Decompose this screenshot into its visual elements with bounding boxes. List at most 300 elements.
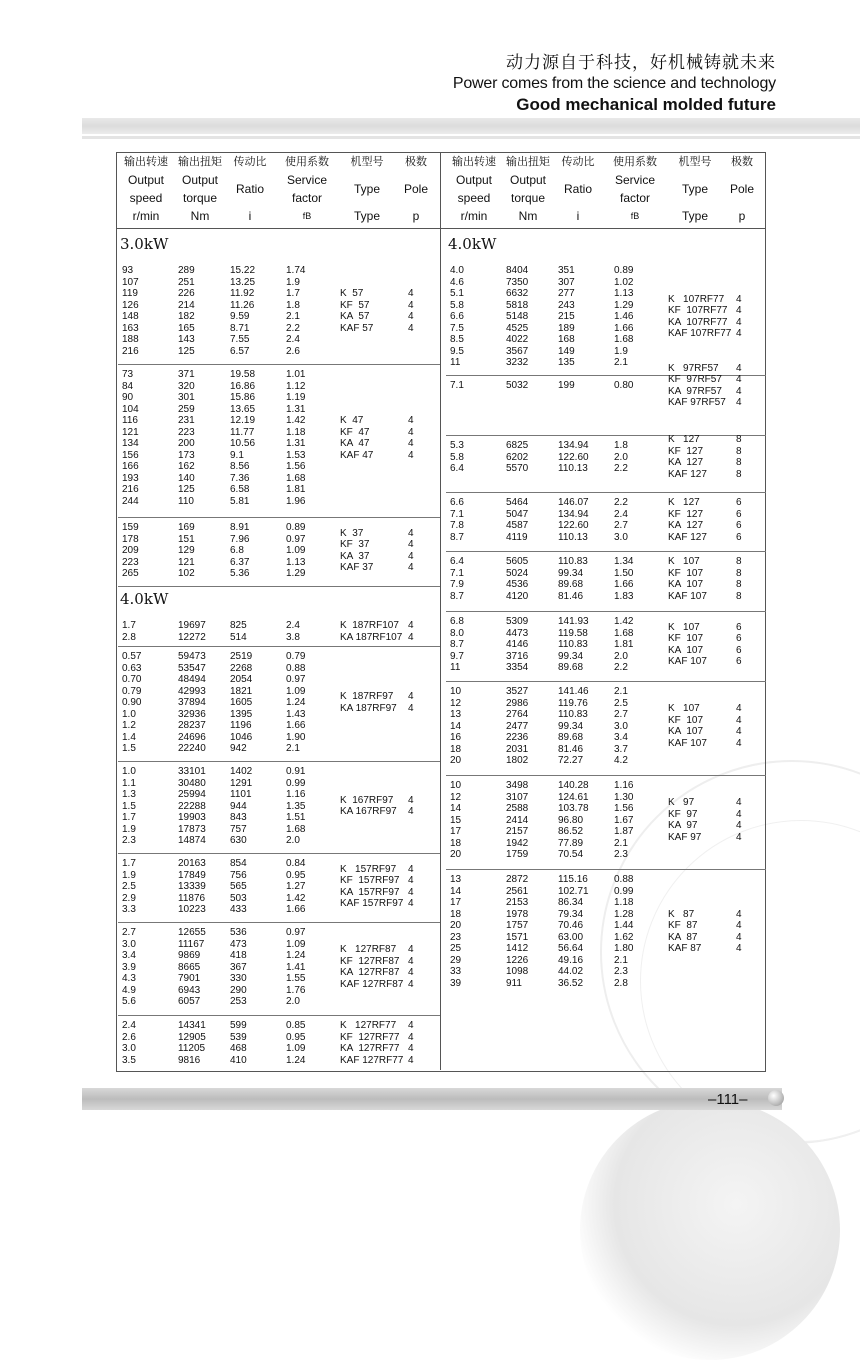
table-cell: 0.63: [122, 662, 142, 674]
table-cell: 29: [450, 954, 462, 966]
table-cell: 159: [122, 522, 139, 533]
table-cell: 371: [178, 369, 195, 380]
header-divider: [116, 228, 766, 229]
type-cell: K 97RF57: [668, 362, 719, 374]
power-heading: 4.0kW: [120, 590, 169, 608]
table-cell: 1.27: [286, 881, 306, 892]
table-cell: 200: [178, 438, 195, 449]
table-cell: 1.43: [286, 708, 306, 720]
table-cell: 1.9: [614, 345, 628, 357]
pole-cell: 8: [736, 556, 742, 567]
table-cell: 168: [558, 334, 575, 345]
table-cell: 107: [122, 276, 139, 288]
column-header-line: Type: [681, 182, 708, 196]
table-cell: 13.65: [230, 403, 256, 415]
column-header-line: Type: [681, 209, 708, 223]
pole-cell: 4: [408, 322, 414, 334]
column-header-line: fB: [302, 211, 312, 221]
pole-cell: 8: [736, 579, 742, 590]
pole-cell: 4: [408, 1020, 414, 1031]
header-band-thin: [82, 136, 860, 139]
table-cell: 1.90: [286, 731, 306, 743]
table-cell: 3498: [506, 780, 529, 791]
table-cell: 1226: [506, 954, 529, 966]
table-cell: 2872: [506, 874, 529, 885]
column-header-line: i: [248, 209, 252, 223]
table-cell: 1.9: [286, 276, 300, 288]
table-cell: 96.80: [558, 814, 584, 826]
table-cell: 14: [450, 885, 462, 897]
table-cell: 1.67: [614, 814, 634, 826]
table-cell: 1.8: [614, 440, 628, 451]
table-cell: 2.5: [122, 881, 136, 892]
table-cell: 1.24: [286, 1054, 306, 1066]
type-cell: KAF 47: [340, 449, 374, 461]
table-cell: 843: [230, 812, 247, 823]
table-cell: 4536: [506, 579, 529, 590]
type-cell: K 187RF97: [340, 691, 394, 703]
type-cell: KA 157RF97: [340, 886, 400, 898]
table-cell: 16.86: [230, 380, 256, 392]
type-cell: KAF 37: [340, 562, 374, 574]
table-cell: 1.19: [286, 392, 306, 403]
pole-cell: 8: [736, 445, 742, 457]
table-cell: 565: [230, 881, 247, 892]
table-cell: 22288: [178, 800, 206, 812]
table-cell: 99.34: [558, 650, 584, 662]
table-cell: 5.8: [450, 451, 464, 463]
table-cell: 8.71: [230, 322, 250, 334]
type-cell: KAF 107: [668, 590, 707, 602]
table-cell: 49.16: [558, 954, 584, 966]
column-header: [400, 153, 432, 225]
table-cell: 6.37: [230, 556, 250, 568]
table-cell: 1098: [506, 966, 529, 977]
column-header-line: 使用系数: [613, 156, 657, 168]
table-cell: 17849: [178, 869, 206, 881]
table-cell: 0.80: [614, 380, 634, 391]
table-cell: 1.55: [286, 973, 306, 984]
column-header-line: factor: [291, 191, 322, 205]
table-cell: 13.25: [230, 276, 256, 288]
table-cell: 11.77: [230, 426, 255, 438]
table-cell: 110: [178, 495, 194, 507]
table-cell: 1101: [230, 789, 252, 800]
table-cell: 0.79: [286, 651, 306, 662]
table-cell: 1291: [230, 777, 253, 789]
table-cell: 1.24: [286, 950, 306, 961]
table-cell: 126: [122, 299, 139, 311]
table-cell: 0.99: [614, 885, 634, 897]
block-divider: [446, 869, 766, 870]
table-cell: 8.7: [450, 590, 464, 602]
table-cell: 36.52: [558, 977, 584, 989]
table-cell: 7.36: [230, 472, 250, 484]
table-cell: 102: [178, 568, 195, 579]
pole-cell: 4: [408, 415, 414, 426]
table-cell: 1759: [506, 849, 529, 860]
table-cell: 410: [230, 1054, 247, 1066]
table-cell: 4.0: [450, 265, 464, 276]
power-heading: 3.0kW: [120, 235, 169, 253]
table-cell: 2236: [506, 732, 529, 743]
table-cell: 5570: [506, 463, 529, 474]
table-cell: 17873: [178, 823, 206, 835]
type-cell: KF 57: [340, 299, 370, 311]
type-cell: K 87: [668, 908, 695, 920]
type-cell: KF 87: [668, 920, 698, 931]
table-cell: 2.1: [286, 743, 300, 754]
table-cell: 1.31: [286, 403, 306, 415]
table-cell: 17: [450, 826, 462, 837]
table-cell: 243: [558, 299, 575, 311]
table-cell: 1.50: [614, 567, 634, 579]
table-cell: 0.97: [286, 533, 306, 545]
table-cell: 503: [230, 892, 247, 904]
type-cell: KF 127: [668, 445, 704, 457]
table-cell: 1571: [506, 931, 529, 943]
column-header: [120, 153, 172, 225]
type-cell: KAF 87: [668, 943, 702, 954]
table-cell: 1.0: [122, 708, 136, 720]
table-cell: 53547: [178, 662, 206, 674]
type-cell: K 47: [340, 415, 364, 426]
table-cell: 63.00: [558, 931, 584, 943]
table-cell: 0.79: [122, 685, 142, 697]
table-cell: 12655: [178, 927, 206, 938]
table-cell: 4.3: [122, 973, 136, 984]
pole-cell: 6: [736, 497, 742, 508]
table-cell: 6.57: [230, 345, 250, 357]
table-cell: 418: [230, 950, 247, 961]
table-cell: 1.96: [286, 495, 306, 507]
table-cell: 151: [178, 533, 195, 545]
table-cell: 1196: [230, 720, 252, 731]
table-cell: 13: [450, 874, 462, 885]
table-cell: 231: [178, 415, 195, 426]
block-divider: [446, 611, 766, 612]
type-cell: KA 127: [668, 457, 704, 469]
type-cell: K 37: [340, 527, 364, 539]
table-cell: 169: [178, 522, 195, 533]
table-cell: 2414: [506, 814, 529, 826]
pole-cell: 4: [736, 714, 742, 726]
table-cell: 166: [122, 461, 139, 472]
table-cell: 5.1: [450, 288, 464, 299]
table-cell: 1.02: [614, 276, 634, 288]
table-cell: 1.66: [286, 904, 306, 915]
table-cell: 119.58: [558, 627, 588, 639]
column-header-line: speed: [129, 191, 163, 205]
column-header-line: Pole: [403, 182, 429, 196]
table-cell: 1.8: [286, 299, 300, 311]
table-cell: 86.34: [558, 897, 584, 908]
table-cell: 122.60: [558, 451, 589, 463]
table-cell: 514: [230, 631, 247, 643]
table-cell: 2.1: [614, 954, 628, 966]
table-cell: 1757: [506, 920, 529, 931]
pole-cell: 4: [736, 808, 742, 820]
table-cell: 10: [450, 686, 462, 697]
type-cell: KA 127: [668, 520, 704, 531]
column-header-line: Ratio: [235, 182, 264, 196]
table-cell: 0.95: [286, 1031, 306, 1043]
pole-cell: 4: [408, 631, 414, 643]
table-cell: 2.2: [614, 497, 628, 508]
table-cell: 7.8: [450, 520, 464, 531]
table-cell: 143: [178, 334, 195, 345]
table-cell: 1.56: [286, 461, 306, 472]
pole-cell: 6: [736, 508, 742, 520]
column-header-line: torque: [510, 191, 546, 205]
table-cell: 103.78: [558, 803, 589, 814]
table-cell: 0.88: [614, 874, 634, 885]
table-cell: 3.8: [286, 631, 300, 643]
pole-cell: 4: [408, 550, 414, 562]
table-cell: 6632: [506, 288, 529, 299]
type-cell: KAF 127: [668, 531, 707, 543]
table-cell: 193: [122, 472, 139, 484]
table-cell: 1.0: [122, 766, 136, 777]
table-cell: 8.7: [450, 531, 464, 543]
block-divider: [446, 492, 766, 493]
pole-cell: 4: [736, 316, 742, 328]
decorative-globe: [580, 1100, 840, 1360]
table-cell: 119: [122, 288, 138, 299]
table-cell: 6825: [506, 440, 529, 451]
table-cell: 1.12: [286, 380, 306, 392]
block-divider: [446, 551, 766, 552]
table-cell: 32936: [178, 708, 206, 720]
table-cell: 77.89: [558, 837, 584, 849]
pole-cell: 4: [408, 967, 414, 979]
pole-cell: 6: [736, 621, 742, 633]
table-cell: 81.46: [558, 590, 584, 602]
table-cell: 2.5: [614, 697, 628, 709]
table-cell: 4119: [506, 531, 528, 543]
table-cell: 1821: [230, 685, 253, 697]
pole-cell: 6: [736, 656, 742, 668]
table-cell: 146.07: [558, 497, 589, 508]
table-cell: 3232: [506, 357, 529, 368]
table-cell: 22240: [178, 743, 206, 754]
table-cell: 2764: [506, 709, 529, 720]
type-cell: K 127RF87: [340, 944, 397, 956]
table-cell: 134.94: [558, 440, 589, 451]
table-cell: 11876: [178, 892, 206, 904]
block-divider: [118, 853, 440, 854]
table-cell: 5818: [506, 299, 529, 311]
type-cell: KA 47: [340, 438, 370, 449]
table-cell: 0.90: [122, 697, 142, 708]
pole-cell: 4: [408, 691, 414, 703]
type-cell: KF 47: [340, 426, 370, 438]
table-cell: 1.24: [286, 697, 306, 708]
type-cell: KA 187RF107: [340, 631, 403, 643]
table-cell: 7350: [506, 276, 529, 288]
pole-cell: 4: [736, 920, 742, 931]
table-cell: 367: [230, 961, 247, 973]
type-cell: KA 167RF97: [340, 806, 397, 818]
type-cell: KF 127RF87: [340, 955, 400, 967]
table-cell: 0.95: [286, 869, 306, 881]
table-cell: 2.9: [122, 892, 136, 904]
type-cell: KA 107: [668, 726, 704, 738]
column-header-line: Nm: [190, 209, 210, 223]
table-cell: 1402: [230, 766, 253, 777]
table-cell: 48494: [178, 674, 206, 685]
table-cell: 1.68: [614, 627, 634, 639]
pole-cell: 4: [408, 288, 414, 299]
type-cell: KA 87: [668, 931, 698, 943]
block-divider: [118, 761, 440, 762]
table-cell: 351: [558, 265, 575, 276]
table-cell: 9.59: [230, 311, 250, 322]
column-header: [502, 153, 554, 225]
table-cell: 226: [178, 288, 195, 299]
pole-cell: 4: [408, 1054, 414, 1066]
table-cell: 2.3: [122, 835, 136, 846]
table-cell: 7901: [178, 973, 201, 984]
table-cell: 1395: [230, 708, 253, 720]
pole-cell: 4: [736, 797, 742, 809]
table-cell: 1802: [506, 755, 529, 766]
table-cell: 5.36: [230, 568, 250, 579]
pole-cell: 4: [736, 305, 742, 317]
type-cell: KA 97RF57: [668, 385, 722, 397]
table-cell: 73: [122, 369, 134, 380]
table-cell: 2.6: [122, 1031, 136, 1043]
table-cell: 3.0: [614, 720, 628, 732]
type-cell: KF 97RF57: [668, 374, 722, 385]
type-cell: KF 157RF97: [340, 875, 400, 887]
table-cell: 3.4: [122, 950, 136, 961]
table-cell: 223: [122, 556, 139, 568]
table-cell: 0.70: [122, 674, 142, 685]
table-cell: 259: [178, 403, 195, 415]
pole-cell: 4: [736, 385, 742, 397]
table-cell: 1.56: [614, 803, 634, 814]
column-header-line: 机型号: [350, 156, 384, 168]
table-cell: 1.09: [286, 1043, 306, 1054]
pole-cell: 4: [408, 955, 414, 967]
table-cell: 2157: [506, 826, 529, 837]
type-cell: K 107RF77: [668, 293, 725, 305]
table-cell: 0.85: [286, 1020, 306, 1031]
page-header: [453, 52, 776, 116]
type-cell: KA 127RF87: [340, 967, 400, 979]
table-cell: 244: [122, 495, 139, 507]
type-cell: KA 107RF77: [668, 316, 728, 328]
table-cell: 124.61: [558, 791, 589, 803]
table-cell: 72.27: [558, 755, 584, 766]
table-cell: 1.41: [286, 961, 306, 973]
type-cell: KAF 97: [668, 831, 702, 843]
block-divider: [118, 517, 440, 518]
table-cell: 19.58: [230, 369, 256, 380]
table-cell: 20: [450, 755, 462, 766]
table-cell: 1.68: [286, 823, 306, 835]
table-cell: 757: [230, 823, 247, 835]
table-cell: 13: [450, 709, 462, 720]
pole-cell: 4: [736, 703, 742, 715]
type-cell: K 167RF97: [340, 794, 394, 806]
table-cell: 4120: [506, 590, 529, 602]
column-header-line: Type: [353, 182, 380, 196]
block-divider: [446, 435, 766, 436]
pole-cell: 4: [736, 908, 742, 920]
pole-cell: 4: [408, 311, 414, 322]
column-header-line: Type: [353, 209, 380, 223]
table-cell: 20163: [178, 858, 206, 869]
column-header-line: 输出转速: [124, 156, 168, 168]
table-cell: 0.89: [614, 265, 634, 276]
table-cell: 99.34: [558, 720, 584, 732]
table-cell: 468: [230, 1043, 247, 1054]
table-cell: 90: [122, 392, 134, 403]
pole-cell: 6: [736, 644, 742, 656]
pole-cell: 4: [408, 863, 414, 875]
table-cell: 1.13: [286, 556, 306, 568]
power-heading: 4.0kW: [448, 235, 497, 253]
table-cell: 12905: [178, 1031, 206, 1043]
table-cell: 2.3: [614, 966, 628, 977]
table-cell: 1.87: [614, 826, 634, 837]
table-cell: 89.68: [558, 579, 584, 590]
table-cell: 330: [230, 973, 247, 984]
table-cell: 1.30: [614, 791, 634, 803]
table-cell: 2.4: [614, 508, 628, 520]
table-cell: 11205: [178, 1043, 206, 1054]
table-cell: 1.01: [286, 369, 306, 380]
table-cell: 188: [122, 334, 139, 345]
type-cell: KAF 127RF87: [340, 978, 404, 990]
table-cell: 223: [178, 426, 195, 438]
table-cell: 165: [178, 322, 195, 334]
table-cell: 1.51: [286, 812, 306, 823]
column-header-line: Ratio: [563, 182, 592, 196]
table-cell: 1.29: [614, 299, 634, 311]
table-cell: 5032: [506, 380, 529, 391]
table-cell: 2.7: [122, 927, 136, 938]
column-header-line: r/min: [460, 209, 488, 223]
type-cell: KAF 157RF97: [340, 898, 404, 910]
table-cell: 8.56: [230, 461, 250, 472]
pole-cell: 4: [408, 794, 414, 806]
column-header-line: speed: [457, 191, 491, 205]
table-cell: 16: [450, 732, 462, 743]
table-cell: 1.3: [122, 789, 136, 800]
column-header-line: Service: [614, 173, 655, 187]
pole-cell: 4: [736, 831, 742, 843]
column-header: [666, 153, 724, 225]
pole-cell: 4: [408, 1031, 414, 1043]
type-cell: KF 97: [668, 808, 698, 820]
table-cell: 115.16: [558, 874, 588, 885]
pole-cell: 4: [736, 397, 742, 408]
pole-cell: 4: [736, 820, 742, 832]
table-cell: 2031: [506, 743, 529, 755]
table-cell: 2.2: [286, 322, 300, 334]
table-cell: 2.0: [614, 650, 628, 662]
table-cell: 2054: [230, 674, 253, 685]
table-cell: 1.29: [286, 568, 306, 579]
table-cell: 9816: [178, 1054, 201, 1066]
table-cell: 1.66: [614, 322, 634, 334]
table-cell: 89.68: [558, 732, 584, 743]
table-cell: 1046: [230, 731, 253, 743]
table-cell: 2.4: [286, 334, 300, 345]
